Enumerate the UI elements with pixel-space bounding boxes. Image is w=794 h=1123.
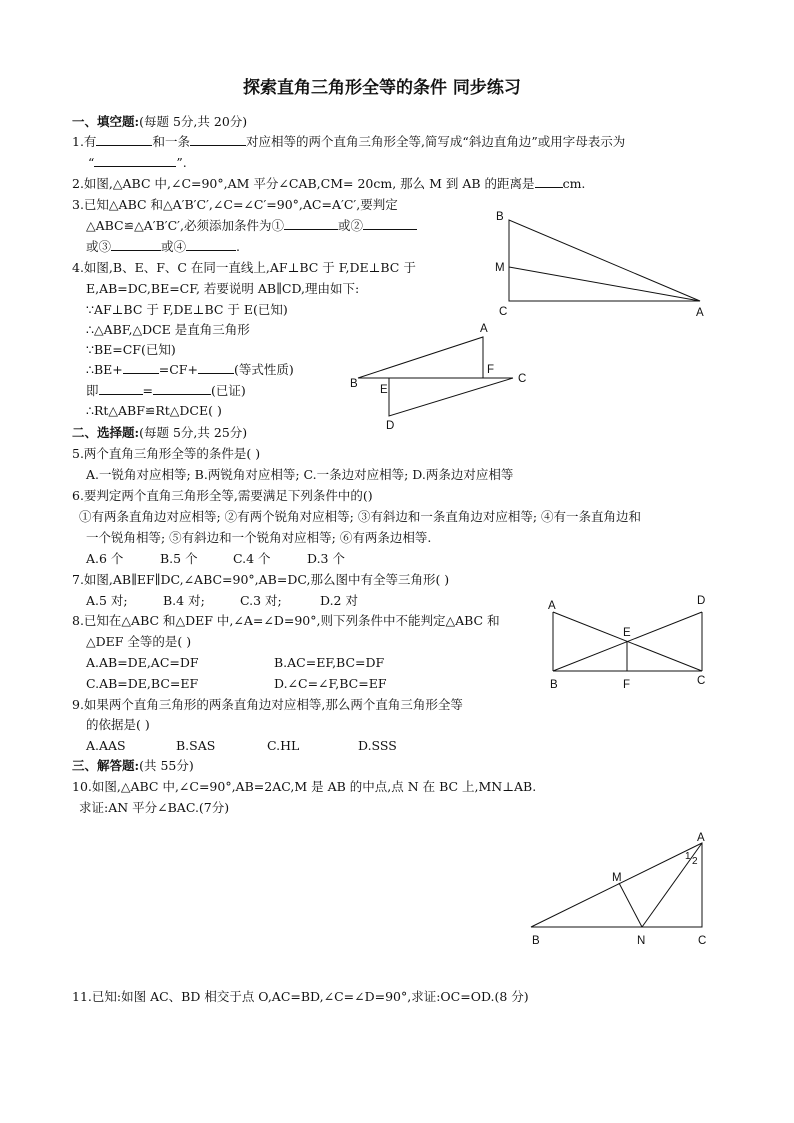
triangle-abc (509, 220, 700, 301)
option-a[interactable]: A.6 个 (86, 551, 124, 566)
question-6: 6.要判定两个直角三角形全等,需要满足下列条件中的() (72, 488, 373, 503)
label-c: C (698, 935, 707, 947)
question-4-line-8: ∴Rt△ABF≌Rt△DCE( ) (86, 403, 222, 418)
option-c[interactable]: C.4 个 (233, 551, 271, 566)
section-heading: 三、解答题: (72, 758, 140, 773)
figure-q7 (553, 612, 702, 671)
option-b[interactable]: B.AC=EF,BC=DF (274, 655, 385, 670)
q1-text-c: 对应相等的两个直角三角形全等,简写成“斜边直角边”或用字母表示为 (245, 134, 626, 149)
question-6-line-1: ①有两条直角边对应相等; ②有两个锐角对应相等; ③有斜边和一条直角边对应相等; ④有一条直角边和 (79, 509, 642, 524)
label-b: B (550, 679, 558, 691)
option-a[interactable]: A.AAS (86, 738, 126, 753)
question-4-line-3: ∵AF⊥BC 于 F,DE⊥BC 于 E(已知) (86, 302, 288, 317)
figure-q2 (509, 220, 700, 301)
label-d: D (386, 420, 395, 432)
label-n: N (637, 935, 646, 947)
section-heading: 一、填空题: (72, 114, 140, 129)
option-b[interactable]: B.4 对; (163, 593, 205, 608)
option-c[interactable]: C.AB=DE,BC=EF (86, 676, 199, 691)
option-b[interactable]: B.5 个 (160, 551, 198, 566)
option-a[interactable]: A.AB=DE,AC=DF (86, 655, 199, 670)
option-d[interactable]: D.∠C=∠F,BC=EF (274, 676, 387, 691)
label-b: B (350, 378, 358, 390)
q3-end: . (236, 239, 241, 254)
question-4-line-2: E,AB=DC,BE=CF, 若要说明 AB∥CD,理由如下: (86, 281, 360, 296)
section-heading: 二、选择题: (72, 425, 140, 440)
q3-text: △ABC≌△A′B′C′,必须添加条件为① (86, 218, 284, 233)
question-9-line-2: 的依据是( ) (86, 717, 150, 732)
question-10-line-2: 求证:AN 平分∠BAC.(7分) (79, 800, 230, 815)
figure-q4 (358, 337, 513, 416)
question-9-line-1: 9.如果两个直角三角形的两条直角边对应相等,那么两个直角三角形全等 (72, 697, 463, 712)
label-c: C (499, 306, 508, 318)
label-angle-2: 2 (692, 856, 698, 867)
label-c: C (697, 675, 706, 687)
q4-text: ∴BE+ (86, 362, 123, 377)
label-m: M (612, 872, 622, 884)
label-b: B (496, 211, 504, 223)
label-a: A (548, 600, 556, 612)
question-5-options: A.一锐角对应相等; B.两锐角对应相等; C.一条边对应相等; D.两条边对应相等 (86, 467, 514, 482)
option-c[interactable]: C.3 对; (240, 593, 282, 608)
option-c[interactable]: C.HL (267, 738, 300, 753)
label-b: B (532, 935, 540, 947)
segment-ab (358, 337, 483, 378)
q1-close-quote: ”. (176, 155, 187, 170)
q4-text: (已证) (211, 383, 246, 398)
question-8-line-2: △DEF 全等的是( ) (86, 634, 192, 649)
q4-text: 即 (86, 383, 99, 398)
section-note: (每题 5分,共 20分) (139, 114, 248, 129)
question-3-line-1: 3.已知△ABC 和△A′B′C′,∠C=∠C′=90°,AC=A′C′,要判定 (72, 197, 398, 212)
question-8-line-1: 8.已知在△ABC 和△DEF 中,∠A=∠D=90°,则下列条件中不能判定△ABC 和 (72, 613, 500, 628)
label-c: C (518, 373, 527, 385)
q4-text: =CF+ (158, 362, 198, 377)
label-a: A (480, 323, 488, 335)
option-b[interactable]: B.SAS (176, 738, 216, 753)
label-e: E (380, 384, 388, 396)
question-4-line-1: 4.如图,B、E、F、C 在同一直线上,AF⊥BC 于 F,DE⊥BC 于 (72, 260, 416, 275)
q2-text: 2.如图,△ABC 中,∠C=90°,AM 平分∠CAB,CM= 20cm, 那么 M 到 AB 的距离是 (72, 176, 535, 191)
segment-mn (619, 883, 642, 927)
q1-open-quote: “ (88, 155, 95, 170)
label-m: M (495, 262, 505, 274)
label-angle-1: 1 (685, 851, 691, 862)
label-d: D (697, 595, 706, 607)
q2-unit: cm. (562, 176, 586, 191)
section-note: (每题 5分,共 25分) (139, 425, 248, 440)
question-4-line-4: ∴△ABF,△DCE 是直角三角形 (86, 322, 250, 337)
q3-or: 或③ (86, 239, 112, 254)
page-title: 探索直角三角形全等的条件 同步练习 (243, 78, 521, 98)
section-note: (共 55分) (139, 758, 194, 773)
figure-q10 (531, 843, 702, 927)
q1-text-b: 和一条 (152, 134, 190, 149)
option-a[interactable]: A.5 对; (86, 593, 128, 608)
question-10-line-1: 10.如图,△ABC 中,∠C=90°,AB=2AC,M 是 AB 的中点,点 N 在 BC 上,MN⊥AB. (72, 779, 537, 794)
q3-or: 或④ (161, 239, 187, 254)
q3-or: 或② (337, 218, 363, 233)
option-d[interactable]: D.SSS (358, 738, 397, 753)
question-6-line-2: 一个锐角相等; ⑤有斜边和一个锐角对应相等; ⑥有两条边相等. (86, 530, 432, 545)
question-4-line-5: ∵BE=CF(已知) (86, 342, 176, 357)
label-f: F (623, 679, 631, 691)
option-d[interactable]: D.3 个 (307, 551, 345, 566)
triangle-abc (531, 843, 702, 927)
segment-dc (389, 378, 513, 416)
label-a: A (697, 832, 705, 844)
option-d[interactable]: D.2 对 (320, 593, 358, 608)
question-11: 11.已知:如图 AC、BD 相交于点 O,AC=BD,∠C=∠D=90°,求证:OC=OD.(8 分) (72, 989, 529, 1004)
q1-text-a: 1.有 (72, 134, 97, 149)
q4-text: = (142, 383, 153, 398)
label-e: E (623, 627, 631, 639)
question-5: 5.两个直角三角形全等的条件是( ) (72, 446, 261, 461)
question-7: 7.如图,AB∥EF∥DC,∠ABC=90°,AB=DC,那么图中有全等三角形( ) (72, 572, 450, 587)
label-f: F (487, 364, 495, 376)
segment-am (509, 267, 700, 301)
q4-text: (等式性质) (233, 362, 294, 377)
label-a: A (696, 307, 704, 319)
